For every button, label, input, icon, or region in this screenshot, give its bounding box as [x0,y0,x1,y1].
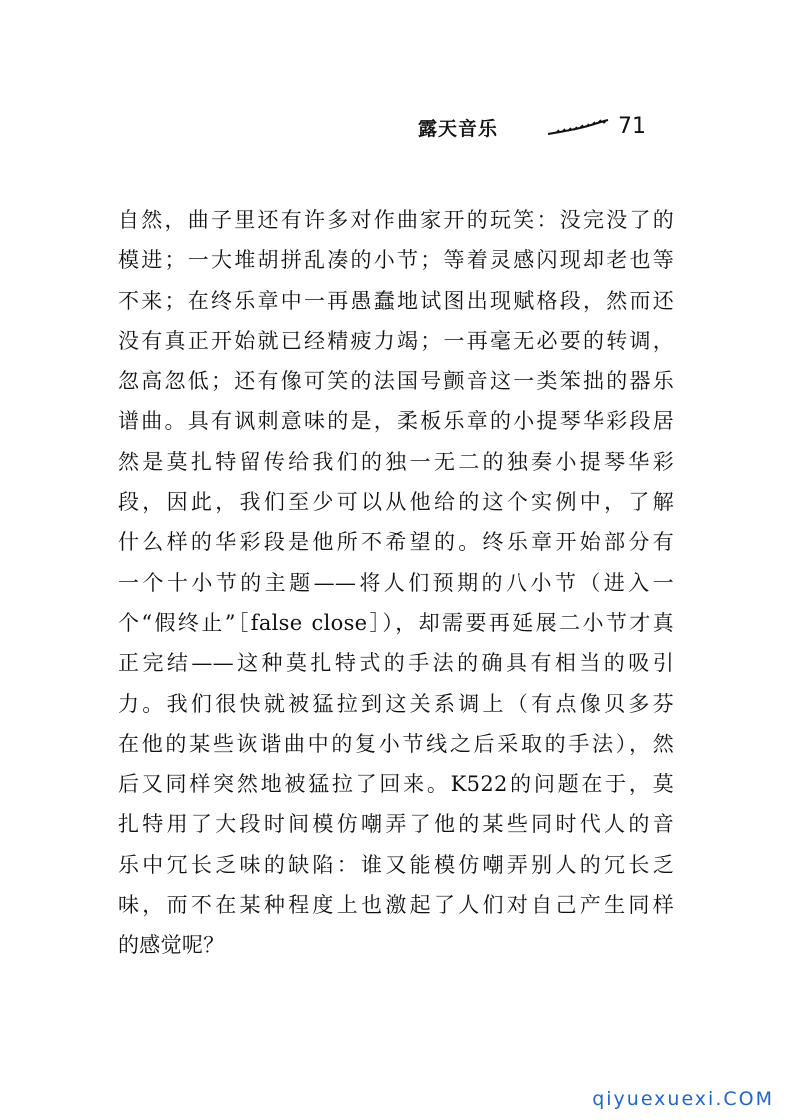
text-line: 模进；一大堆胡拼乱凑的小节；等着灵感闪现却老也等 [118,248,674,273]
header-title: 露天音乐 [418,118,499,140]
text-line: 自然，曲子里还有许多对作曲家开的玩笑：没完没了的 [118,208,674,232]
text-line: 后又同样突然地被猛拉了回来。K522的问题在于，莫 [118,772,674,797]
ornament-flourish-icon [546,118,610,138]
text-line: 段，因此，我们至少可以从他给的这个实例中，了解 [118,490,674,515]
text-line: 谱曲。具有讽刺意味的是，柔板乐章的小提琴华彩段居 [118,409,674,434]
text-line: 忽高忽低；还有像可笑的法国号颤音这一类笨拙的器乐 [118,369,674,394]
text-line: 的感觉呢？ [118,933,225,958]
text-line: 正完结——这种莫扎特式的手法的确具有相当的吸引 [118,651,674,676]
running-header [418,112,678,144]
text-line: 在他的某些诙谐曲中的复小节线之后采取的手法），然 [118,731,674,756]
text-line: 然是莫扎特留传给我们的独一无二的独奏小提琴华彩 [118,449,674,474]
text-line: 乐中冗长乏味的缺陷：谁又能模仿嘲弄别人的冗长乏 [118,852,674,877]
text-line: 不来；在终乐章中一再愚蠢地试图出现赋格段，然而还 [118,288,674,313]
text-line: 什么样的华彩段是他所不希望的。终乐章开始部分有 [118,530,674,555]
text-line: 一个十小节的主题——将人们预期的八小节（进入一 [118,570,674,595]
text-line: 没有真正开始就已经精疲力竭；一再毫无必要的转调， [118,328,674,353]
site-watermark: qiyuexuexi.COM [592,1088,774,1110]
body-paragraph [118,200,674,966]
text-line: 力。我们很快就被猛拉到这关系调上（有点像贝多芬 [118,691,674,716]
page-number: 71 [618,114,646,139]
text-line: 味，而不在某种程度上也激起了人们对自己产生同样 [118,893,674,918]
text-line: 个“假终止”［false close］），却需要再延展二小节才真 [118,610,674,635]
text-line: 扎特用了大段时间模仿嘲弄了他的某些同时代人的音 [118,812,674,837]
